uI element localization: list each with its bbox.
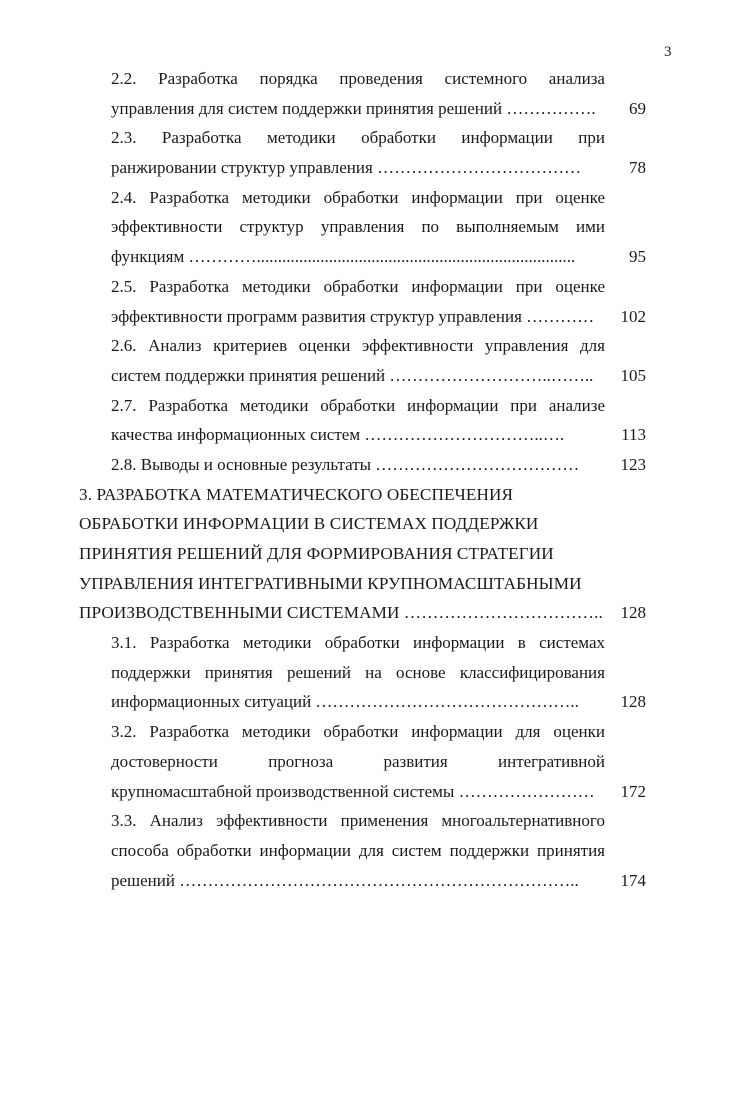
- toc-page-number: 174: [620, 870, 646, 890]
- toc-line: способа обработки информации для систем поддержки принятия: [111, 840, 605, 860]
- toc-line: 2.4. Разработка методики обработки информации при оценке: [111, 187, 605, 207]
- toc-line: эффективности программ развития структур управления …………: [111, 306, 595, 326]
- toc-line: ПРОИЗВОДСТВЕННЫМИ СИСТЕМАМИ ……………………………..: [79, 603, 603, 623]
- toc-chapter: [0, 480, 733, 628]
- toc-line: управления для систем поддержки принятия решений …………….: [111, 98, 596, 118]
- toc-line: 3.2. Разработка методики обработки информации для оценки: [111, 722, 605, 742]
- toc-line: 2.8. Выводы и основные результаты ………………………………: [111, 454, 580, 474]
- toc-line: ПРИНЯТИЯ РЕШЕНИЙ ДЛЯ ФОРМИРОВАНИЯ СТРАТЕГИИ: [79, 544, 554, 563]
- toc-page-number: 172: [620, 781, 646, 801]
- toc-section: [0, 64, 733, 123]
- toc-page-number: 128: [620, 603, 646, 623]
- page-number: 3: [664, 44, 672, 60]
- toc-line: 2.6. Анализ критериев оценки эффективности управления для: [111, 336, 605, 356]
- toc-line: 3.1. Разработка методики обработки информации в системах: [111, 633, 605, 653]
- toc-section: [0, 806, 733, 895]
- toc-line: поддержки принятия решений на основе классифицирования: [111, 662, 605, 682]
- toc-line: достоверности прогноза развития интегративной: [111, 751, 605, 771]
- toc-line: 3.3. Анализ эффективности применения многоальтернативного: [111, 811, 605, 831]
- toc-line: ОБРАБОТКИ ИНФОРМАЦИИ В СИСТЕМАХ ПОДДЕРЖКИ: [79, 514, 539, 534]
- toc-section: [0, 450, 733, 480]
- toc-section: [0, 183, 733, 272]
- toc-section: [0, 123, 733, 182]
- toc-line: информационных ситуаций ………………………………………..: [111, 692, 579, 712]
- toc-line: УПРАВЛЕНИЯ ИНТЕГРАТИВНЫМИ КРУПНОМАСШТАБНЫМИ: [79, 573, 582, 593]
- toc-section: [0, 717, 733, 806]
- toc-line: функциям …………...........................................................................: [111, 247, 576, 267]
- toc-line: систем поддержки принятия решений ………………………..……..: [111, 365, 594, 385]
- toc-line: 2.7. Разработка методики обработки информации при анализе: [111, 395, 605, 415]
- toc-section: [0, 331, 733, 390]
- toc-section: [0, 272, 733, 331]
- toc-line: качества информационных систем …………………………..….: [111, 425, 565, 445]
- toc-page-number: 105: [620, 365, 646, 385]
- toc-section: [0, 628, 733, 717]
- toc-page-number: 95: [629, 247, 646, 267]
- toc-line: эффективности структур управления по выполняемым ими: [111, 217, 605, 237]
- toc-section: [0, 391, 733, 450]
- toc-line: 2.2. Разработка порядка проведения системного анализа: [111, 69, 605, 88]
- toc-line: 2.5. Разработка методики обработки информации при оценке: [111, 276, 605, 296]
- toc-line: решений ……………………………………………………………..: [111, 870, 579, 890]
- toc-page-number: 113: [621, 425, 646, 445]
- toc-page-number: 123: [620, 454, 646, 474]
- toc-page-number: 128: [620, 692, 646, 712]
- table-of-contents: [0, 64, 733, 895]
- toc-line: 2.3. Разработка методики обработки информации при: [111, 128, 605, 148]
- toc-page-number: 69: [629, 98, 646, 118]
- toc-line: ранжировании структур управления ………………………………: [111, 158, 582, 178]
- toc-line: крупномасштабной производственной системы ……………………: [111, 781, 595, 801]
- toc-page-number: 78: [629, 158, 646, 178]
- toc-page-number: 102: [620, 306, 646, 326]
- toc-line: 3. РАЗРАБОТКА МАТЕМАТИЧЕСКОГО ОБЕСПЕЧЕНИЯ: [79, 484, 514, 504]
